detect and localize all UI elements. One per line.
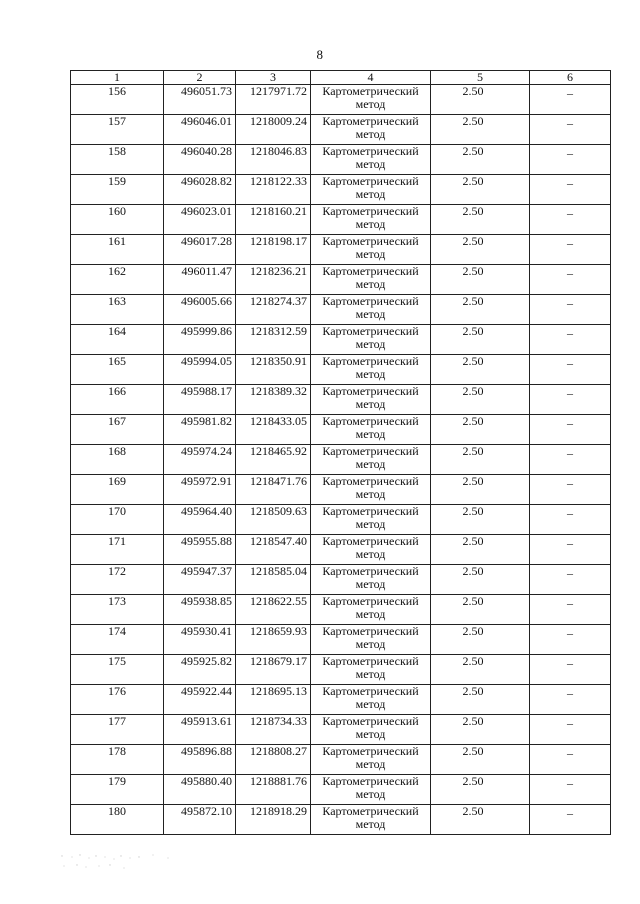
method-cell	[311, 565, 431, 595]
y-coordinate-cell: 1218471.76	[236, 475, 311, 505]
table-row	[71, 325, 611, 355]
point-number-cell: 177	[71, 715, 164, 745]
method-cell	[311, 775, 431, 805]
header-col-2: 2	[164, 71, 236, 85]
table-row	[71, 595, 611, 625]
x-coordinate-cell: 495964.40	[164, 505, 236, 535]
table-row	[71, 85, 611, 115]
note-dash: –	[567, 626, 573, 640]
point-number-cell: 176	[71, 685, 164, 715]
point-number-cell: 170	[71, 505, 164, 535]
note-dash: –	[567, 206, 573, 220]
method-cell	[311, 535, 431, 565]
note-cell	[530, 205, 611, 235]
note-cell	[530, 685, 611, 715]
note-dash: –	[567, 806, 573, 820]
x-coordinate-cell: 495972.91	[164, 475, 236, 505]
method-cell	[311, 445, 431, 475]
header-col-6: 6	[530, 71, 611, 85]
precision-cell: 2.50	[431, 715, 530, 745]
table-row	[71, 475, 611, 505]
note-dash: –	[567, 566, 573, 580]
method-line-2: метод	[355, 307, 386, 321]
x-coordinate-cell: 496023.01	[164, 205, 236, 235]
method-line-2: метод	[355, 397, 386, 411]
precision-cell: 2.50	[431, 145, 530, 175]
method-line-1: Картометрический	[322, 384, 419, 398]
method-line-1: Картометрический	[322, 174, 419, 188]
note-cell	[530, 295, 611, 325]
point-number-cell: 156	[71, 85, 164, 115]
precision-cell: 2.50	[431, 295, 530, 325]
method-cell	[311, 505, 431, 535]
method-line-1: Картометрический	[322, 654, 419, 668]
method-line-2: метод	[355, 427, 386, 441]
method-line-2: метод	[355, 787, 386, 801]
note-cell	[530, 625, 611, 655]
point-number-cell: 174	[71, 625, 164, 655]
table-row	[71, 625, 611, 655]
table-row	[71, 205, 611, 235]
table-row	[71, 415, 611, 445]
x-coordinate-cell: 495880.40	[164, 775, 236, 805]
method-line-2: метод	[355, 607, 386, 621]
method-cell	[311, 115, 431, 145]
note-cell	[530, 325, 611, 355]
x-coordinate-cell: 495930.41	[164, 625, 236, 655]
method-cell	[311, 475, 431, 505]
table-row	[71, 655, 611, 685]
point-number-cell: 175	[71, 655, 164, 685]
precision-cell: 2.50	[431, 745, 530, 775]
precision-cell: 2.50	[431, 565, 530, 595]
note-dash: –	[567, 776, 573, 790]
note-dash: –	[567, 446, 573, 460]
note-dash: –	[567, 476, 573, 490]
point-number-cell: 179	[71, 775, 164, 805]
y-coordinate-cell: 1218622.55	[236, 595, 311, 625]
note-cell	[530, 715, 611, 745]
precision-cell: 2.50	[431, 505, 530, 535]
method-line-1: Картометрический	[322, 564, 419, 578]
precision-cell: 2.50	[431, 625, 530, 655]
method-cell	[311, 595, 431, 625]
x-coordinate-cell: 495947.37	[164, 565, 236, 595]
method-cell	[311, 805, 431, 835]
method-line-2: метод	[355, 367, 386, 381]
y-coordinate-cell: 1218389.32	[236, 385, 311, 415]
note-cell	[530, 475, 611, 505]
x-coordinate-cell: 496051.73	[164, 85, 236, 115]
y-coordinate-cell: 1218274.37	[236, 295, 311, 325]
method-line-2: метод	[355, 727, 386, 741]
method-line-2: метод	[355, 817, 386, 831]
method-cell	[311, 325, 431, 355]
y-coordinate-cell: 1218236.21	[236, 265, 311, 295]
method-line-1: Картометрический	[322, 714, 419, 728]
precision-cell: 2.50	[431, 205, 530, 235]
table-row	[71, 715, 611, 745]
point-number-cell: 167	[71, 415, 164, 445]
precision-cell: 2.50	[431, 685, 530, 715]
y-coordinate-cell: 1218679.17	[236, 655, 311, 685]
note-dash: –	[567, 656, 573, 670]
note-cell	[530, 445, 611, 475]
precision-cell: 2.50	[431, 325, 530, 355]
precision-cell: 2.50	[431, 535, 530, 565]
method-line-2: метод	[355, 97, 386, 111]
note-dash: –	[567, 86, 573, 100]
method-cell	[311, 175, 431, 205]
note-dash: –	[567, 536, 573, 550]
note-cell	[530, 565, 611, 595]
header-col-5: 5	[431, 71, 530, 85]
point-number-cell: 168	[71, 445, 164, 475]
method-line-2: метод	[355, 517, 386, 531]
note-dash: –	[567, 116, 573, 130]
note-dash: –	[567, 326, 573, 340]
table-row	[71, 295, 611, 325]
method-line-1: Картометрический	[322, 804, 419, 818]
precision-cell: 2.50	[431, 805, 530, 835]
note-cell	[530, 235, 611, 265]
y-coordinate-cell: 1218881.76	[236, 775, 311, 805]
precision-cell: 2.50	[431, 595, 530, 625]
x-coordinate-cell: 495994.05	[164, 355, 236, 385]
method-line-1: Картометрический	[322, 474, 419, 488]
precision-cell: 2.50	[431, 115, 530, 145]
table-row	[71, 535, 611, 565]
note-dash: –	[567, 266, 573, 280]
table-row	[71, 685, 611, 715]
method-cell	[311, 625, 431, 655]
precision-cell: 2.50	[431, 475, 530, 505]
note-cell	[530, 595, 611, 625]
method-cell	[311, 235, 431, 265]
point-number-cell: 165	[71, 355, 164, 385]
precision-cell: 2.50	[431, 355, 530, 385]
method-line-1: Картометрический	[322, 294, 419, 308]
y-coordinate-cell: 1218433.05	[236, 415, 311, 445]
y-coordinate-cell: 1218808.27	[236, 745, 311, 775]
precision-cell: 2.50	[431, 415, 530, 445]
x-coordinate-cell: 496040.28	[164, 145, 236, 175]
coordinates-table	[70, 70, 611, 835]
precision-cell: 2.50	[431, 175, 530, 205]
x-coordinate-cell: 496046.01	[164, 115, 236, 145]
method-line-2: метод	[355, 157, 386, 171]
x-coordinate-cell: 495925.82	[164, 655, 236, 685]
x-coordinate-cell: 495999.86	[164, 325, 236, 355]
y-coordinate-cell: 1218122.33	[236, 175, 311, 205]
method-line-1: Картометрический	[322, 144, 419, 158]
method-line-2: метод	[355, 697, 386, 711]
method-line-1: Картометрический	[322, 264, 419, 278]
method-cell	[311, 85, 431, 115]
x-coordinate-cell: 495955.88	[164, 535, 236, 565]
method-cell	[311, 265, 431, 295]
method-cell	[311, 745, 431, 775]
table-row	[71, 775, 611, 805]
table-row	[71, 505, 611, 535]
table-header-row	[71, 71, 611, 85]
method-line-1: Картометрический	[322, 444, 419, 458]
y-coordinate-cell: 1218585.04	[236, 565, 311, 595]
point-number-cell: 160	[71, 205, 164, 235]
point-number-cell: 161	[71, 235, 164, 265]
table-row	[71, 355, 611, 385]
method-cell	[311, 415, 431, 445]
page-number: 8	[316, 47, 324, 62]
method-line-1: Картометрический	[322, 504, 419, 518]
table-row	[71, 385, 611, 415]
x-coordinate-cell: 495913.61	[164, 715, 236, 745]
x-coordinate-cell: 496017.28	[164, 235, 236, 265]
note-cell	[530, 775, 611, 805]
y-coordinate-cell: 1217971.72	[236, 85, 311, 115]
precision-cell: 2.50	[431, 655, 530, 685]
y-coordinate-cell: 1218695.13	[236, 685, 311, 715]
note-dash: –	[567, 386, 573, 400]
note-dash: –	[567, 296, 573, 310]
y-coordinate-cell: 1218547.40	[236, 535, 311, 565]
method-line-1: Картометрический	[322, 534, 419, 548]
note-dash: –	[567, 146, 573, 160]
precision-cell: 2.50	[431, 235, 530, 265]
precision-cell: 2.50	[431, 775, 530, 805]
y-coordinate-cell: 1218009.24	[236, 115, 311, 145]
note-cell	[530, 535, 611, 565]
method-line-2: метод	[355, 757, 386, 771]
method-cell	[311, 715, 431, 745]
method-cell	[311, 385, 431, 415]
x-coordinate-cell: 495974.24	[164, 445, 236, 475]
table-row	[71, 145, 611, 175]
method-line-2: метод	[355, 667, 386, 681]
method-line-1: Картометрический	[322, 594, 419, 608]
precision-cell: 2.50	[431, 385, 530, 415]
method-cell	[311, 355, 431, 385]
x-coordinate-cell: 495988.17	[164, 385, 236, 415]
point-number-cell: 173	[71, 595, 164, 625]
method-line-2: метод	[355, 127, 386, 141]
y-coordinate-cell: 1218160.21	[236, 205, 311, 235]
note-dash: –	[567, 236, 573, 250]
method-line-1: Картометрический	[322, 774, 419, 788]
note-dash: –	[567, 686, 573, 700]
note-cell	[530, 805, 611, 835]
point-number-cell: 158	[71, 145, 164, 175]
header-col-3: 3	[236, 71, 311, 85]
y-coordinate-cell: 1218509.63	[236, 505, 311, 535]
table-row	[71, 265, 611, 295]
note-cell	[530, 745, 611, 775]
method-line-2: метод	[355, 457, 386, 471]
method-line-1: Картометрический	[322, 624, 419, 638]
note-cell	[530, 265, 611, 295]
method-line-1: Картометрический	[322, 84, 419, 98]
method-line-1: Картометрический	[322, 684, 419, 698]
note-cell	[530, 115, 611, 145]
y-coordinate-cell: 1218659.93	[236, 625, 311, 655]
note-cell	[530, 385, 611, 415]
point-number-cell: 159	[71, 175, 164, 205]
x-coordinate-cell: 495922.44	[164, 685, 236, 715]
method-cell	[311, 295, 431, 325]
x-coordinate-cell: 495938.85	[164, 595, 236, 625]
note-dash: –	[567, 596, 573, 610]
y-coordinate-cell: 1218465.92	[236, 445, 311, 475]
note-dash: –	[567, 746, 573, 760]
method-line-1: Картометрический	[322, 204, 419, 218]
method-cell	[311, 205, 431, 235]
table-body	[71, 85, 611, 835]
method-line-2: метод	[355, 487, 386, 501]
x-coordinate-cell: 495981.82	[164, 415, 236, 445]
header-col-4: 4	[311, 71, 431, 85]
point-number-cell: 171	[71, 535, 164, 565]
table-row	[71, 445, 611, 475]
note-dash: –	[567, 416, 573, 430]
table-row	[71, 565, 611, 595]
y-coordinate-cell: 1218918.29	[236, 805, 311, 835]
method-line-2: метод	[355, 547, 386, 561]
method-line-1: Картометрический	[322, 324, 419, 338]
point-number-cell: 164	[71, 325, 164, 355]
table-row	[71, 745, 611, 775]
method-cell	[311, 685, 431, 715]
point-number-cell: 169	[71, 475, 164, 505]
note-cell	[530, 175, 611, 205]
precision-cell: 2.50	[431, 445, 530, 475]
x-coordinate-cell: 495896.88	[164, 745, 236, 775]
method-line-2: метод	[355, 337, 386, 351]
precision-cell: 2.50	[431, 85, 530, 115]
point-number-cell: 157	[71, 115, 164, 145]
method-line-2: метод	[355, 217, 386, 231]
x-coordinate-cell: 495872.10	[164, 805, 236, 835]
y-coordinate-cell: 1218046.83	[236, 145, 311, 175]
point-number-cell: 166	[71, 385, 164, 415]
method-line-1: Картометрический	[322, 234, 419, 248]
precision-cell: 2.50	[431, 265, 530, 295]
method-line-1: Картометрический	[322, 414, 419, 428]
y-coordinate-cell: 1218734.33	[236, 715, 311, 745]
scan-artifact	[58, 853, 198, 871]
note-dash: –	[567, 356, 573, 370]
method-line-1: Картометрический	[322, 354, 419, 368]
method-line-1: Картометрический	[322, 744, 419, 758]
note-cell	[530, 655, 611, 685]
point-number-cell: 162	[71, 265, 164, 295]
point-number-cell: 172	[71, 565, 164, 595]
method-line-2: метод	[355, 637, 386, 651]
x-coordinate-cell: 496011.47	[164, 265, 236, 295]
point-number-cell: 180	[71, 805, 164, 835]
method-cell	[311, 655, 431, 685]
header-col-1: 1	[71, 71, 164, 85]
y-coordinate-cell: 1218350.91	[236, 355, 311, 385]
method-line-2: метод	[355, 247, 386, 261]
table-row	[71, 115, 611, 145]
x-coordinate-cell: 496005.66	[164, 295, 236, 325]
method-line-1: Картометрический	[322, 114, 419, 128]
point-number-cell: 163	[71, 295, 164, 325]
note-cell	[530, 505, 611, 535]
method-cell	[311, 145, 431, 175]
note-cell	[530, 415, 611, 445]
method-line-2: метод	[355, 577, 386, 591]
note-dash: –	[567, 176, 573, 190]
table-row	[71, 805, 611, 835]
note-cell	[530, 355, 611, 385]
note-dash: –	[567, 716, 573, 730]
y-coordinate-cell: 1218312.59	[236, 325, 311, 355]
y-coordinate-cell: 1218198.17	[236, 235, 311, 265]
note-dash: –	[567, 506, 573, 520]
point-number-cell: 178	[71, 745, 164, 775]
table-row	[71, 235, 611, 265]
method-line-2: метод	[355, 277, 386, 291]
table-row	[71, 175, 611, 205]
x-coordinate-cell: 496028.82	[164, 175, 236, 205]
note-cell	[530, 85, 611, 115]
note-cell	[530, 145, 611, 175]
method-line-2: метод	[355, 187, 386, 201]
